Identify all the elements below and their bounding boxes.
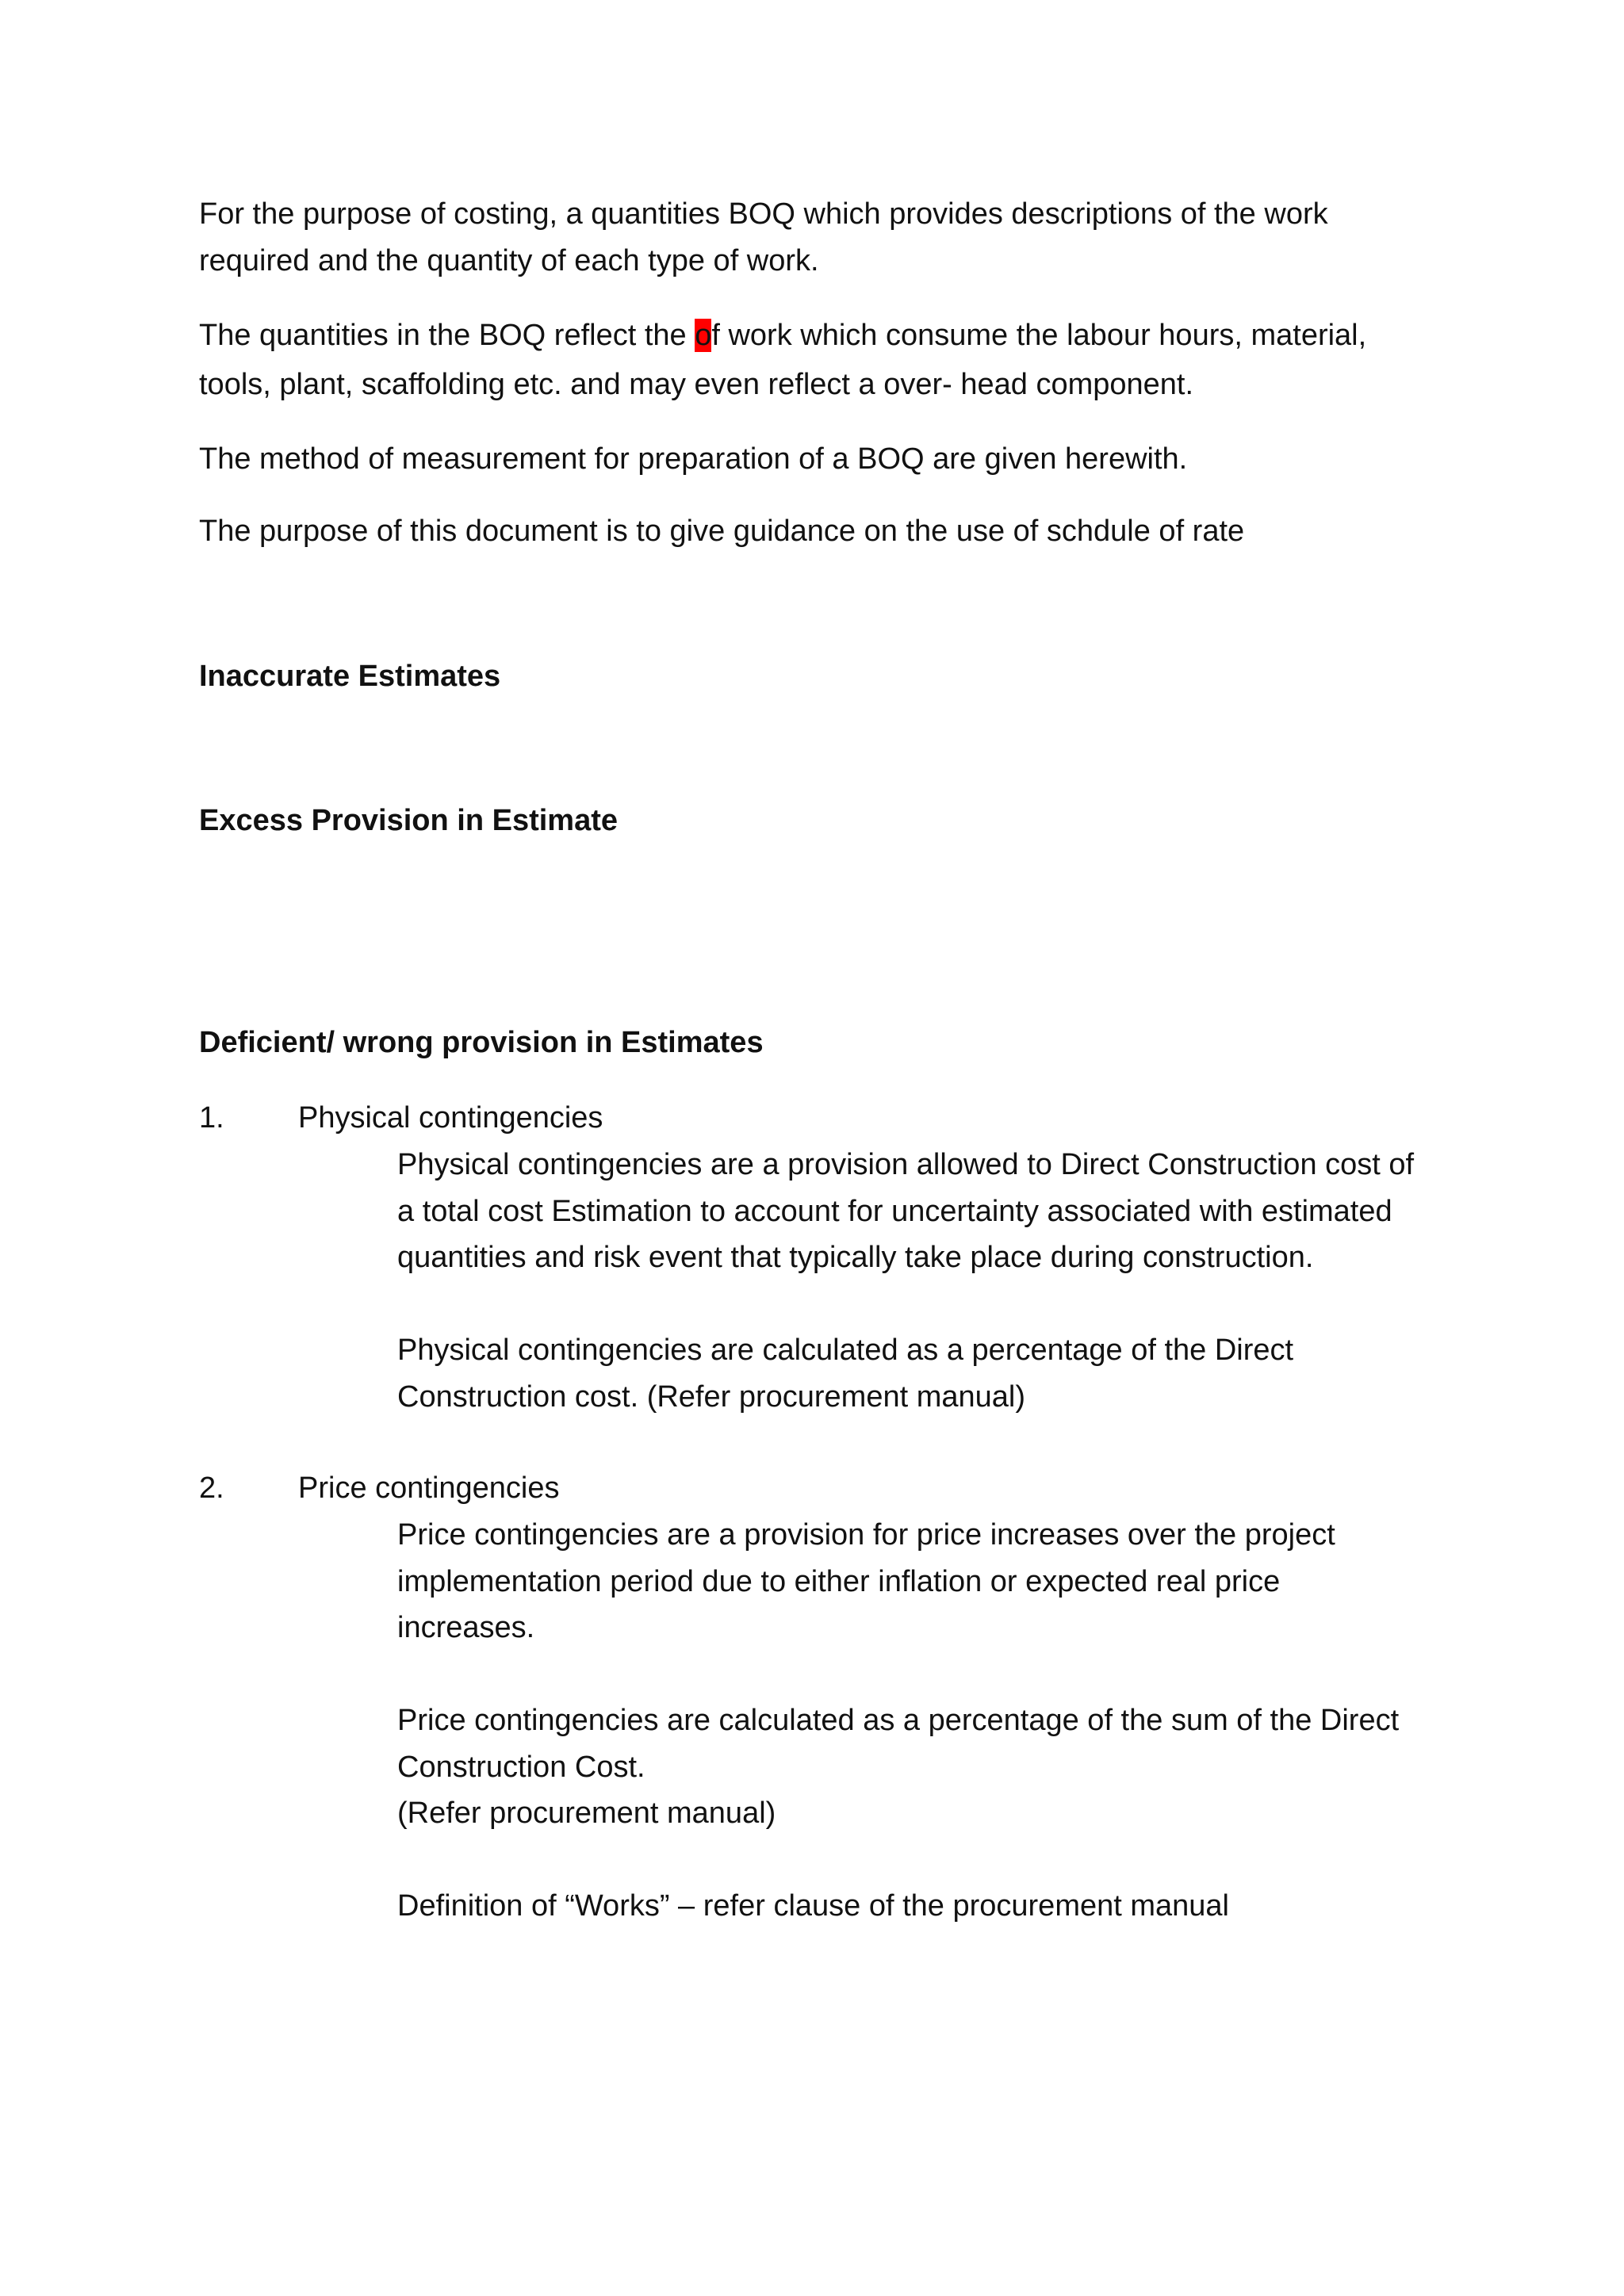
intro-paragraph-4: [199, 508, 1436, 555]
intro-paragraph-3-line: The method of measurement for preparation of a BOQ are given herewith.: [199, 442, 1188, 476]
list-item-body-line: (Refer procurement manual): [397, 1797, 776, 1830]
list-item-title: Physical contingencies: [298, 1101, 603, 1135]
intro-paragraph-1-line-1: For the purpose of costing, a quantities BOQ which provides descriptions of the work: [199, 197, 1328, 231]
list-item-body-line: increases.: [397, 1611, 535, 1644]
list-item-body-line: Physical contingencies are a provision allowed to Direct Construction cost of: [397, 1148, 1415, 1181]
intro-paragraph-4-line: The purpose of this document is to give guidance on the use of schdule of rate: [199, 515, 1245, 548]
list-item-title: Price contingencies: [298, 1471, 560, 1505]
heading-inaccurate-estimates: Inaccurate Estimates: [199, 660, 501, 693]
list-item-body: [397, 1697, 1399, 1837]
list-item-body-line: Construction Cost.: [397, 1750, 645, 1784]
list-item-body-line: Price contingencies are a provision for price increases over the project: [397, 1518, 1335, 1552]
list-item-body-line: Price contingencies are calculated as a percentage of the sum of the Direct: [397, 1704, 1400, 1737]
list-item-body-line: implementation period due to either inflation or expected real price: [397, 1564, 1281, 1598]
list-item-body: [397, 1512, 1335, 1651]
heading-deficient-provision: Deficient/ wrong provision in Estimates: [199, 1026, 764, 1059]
list-item-number: 2.: [199, 1471, 224, 1505]
list-item-body: [397, 1327, 1293, 1420]
intro-paragraph-2-line-2: tools, plant, scaffolding etc. and may even reflect a over- head component.: [199, 368, 1194, 401]
list-item-body-line: quantities and risk event that typically take place during construction.: [397, 1241, 1314, 1274]
intro-paragraph-2-char-after-highlight: f: [711, 319, 720, 352]
list-item-body: [397, 1883, 1229, 1930]
list-item-body-line: Definition of “Works” – refer clause of the procurement manual: [397, 1889, 1229, 1923]
intro-paragraph-1-line-2: required and the quantity of each type of work.: [199, 244, 819, 277]
list-item-body-line: Physical contingencies are calculated as a percentage of the Direct: [397, 1334, 1294, 1367]
highlighted-character: o: [695, 319, 712, 352]
intro-paragraph-3: [199, 436, 1436, 483]
list-item-body: [397, 1142, 1414, 1281]
list-item-number: 1.: [199, 1101, 224, 1135]
intro-paragraph-2-text-before: The quantities in the BOQ reflect the: [199, 319, 695, 352]
list-item-body-line: Construction cost. (Refer procurement manual): [397, 1380, 1025, 1414]
intro-paragraph-2-line-1: [199, 312, 1436, 359]
intro-paragraph-1: [199, 191, 1436, 285]
intro-paragraph-2-text-after: work which consume the labour hours, material,: [719, 319, 1367, 352]
intro-paragraph-2: [199, 312, 1436, 408]
heading-excess-provision: Excess Provision in Estimate: [199, 804, 619, 837]
list-item-body-line: a total cost Estimation to account for uncertainty associated with estimated: [397, 1194, 1392, 1228]
